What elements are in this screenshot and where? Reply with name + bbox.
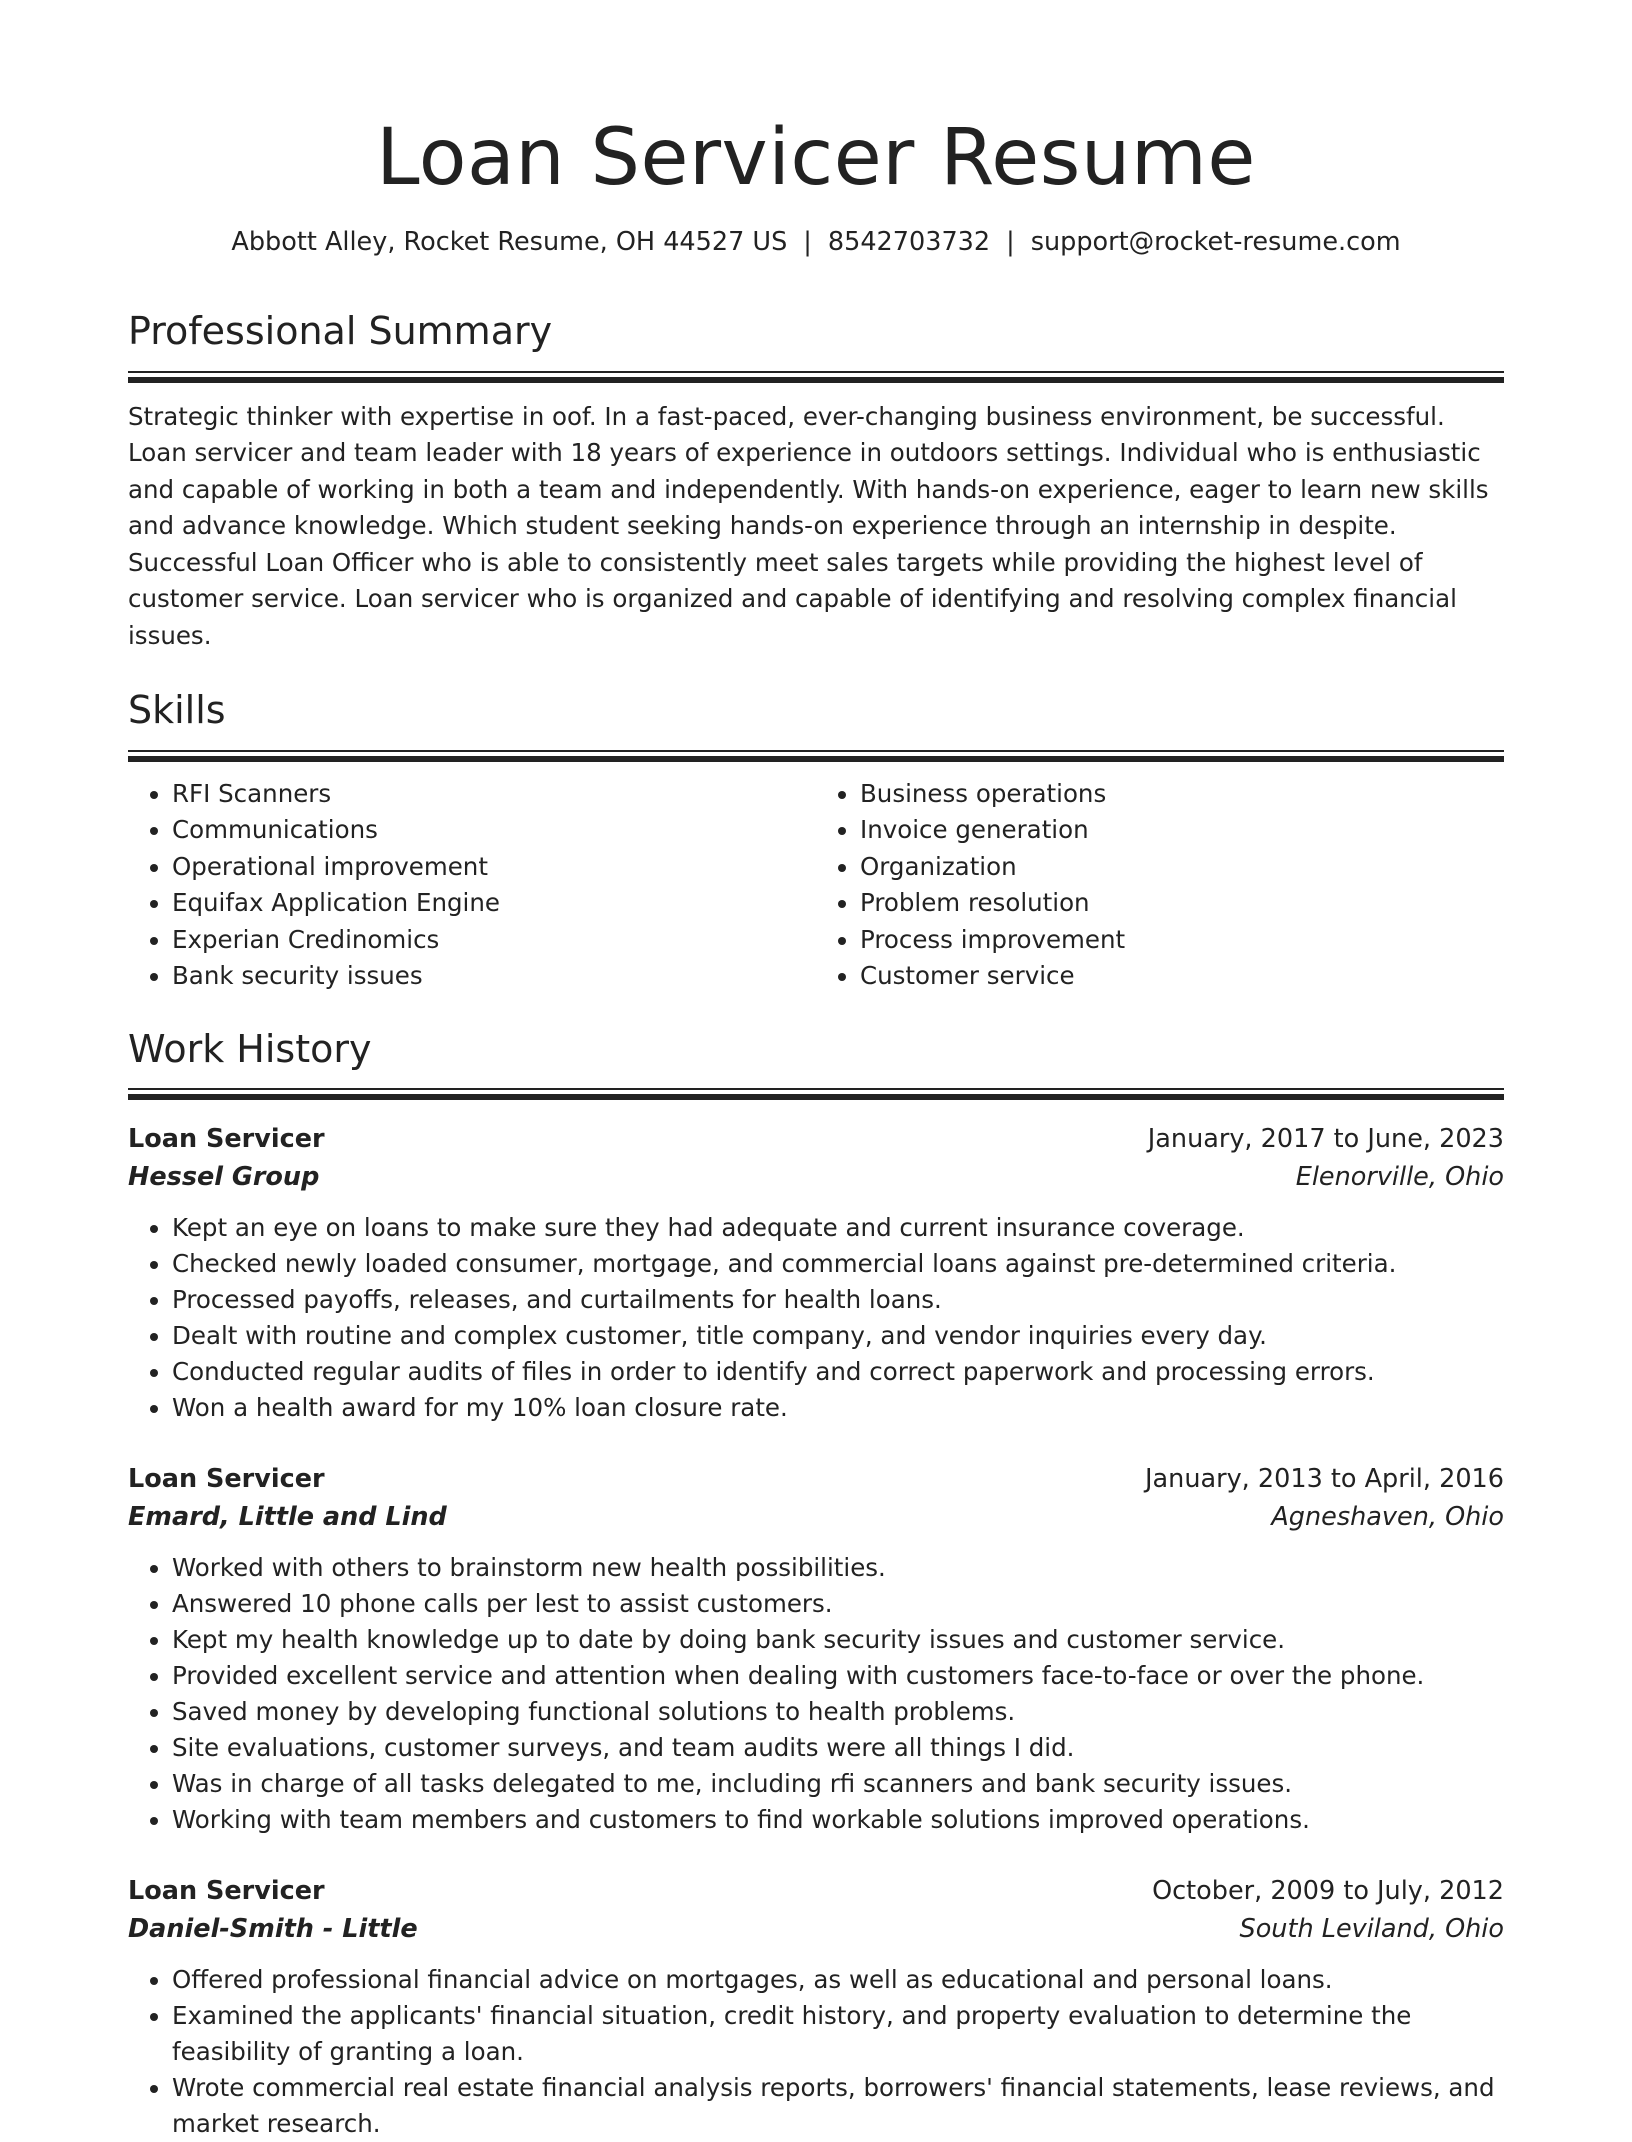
skill-item: • Bank security issues (172, 958, 816, 995)
job-title: Loan Servicer (128, 1464, 325, 1495)
duty-item: • Answered 10 phone calls per lest to assist customers. (172, 1586, 1504, 1622)
job-location: Agneshaven, Ohio (1271, 1502, 1504, 1533)
skill-item: • Problem resolution (860, 885, 1504, 922)
duty-item: • Worked with others to brainstorm new health possibilities. (172, 1550, 1504, 1586)
job-dates: January, 2017 to June, 2023 (1147, 1124, 1504, 1155)
duty-item: • Kept an eye on loans to make sure they had adequate and current insurance coverage. (172, 1210, 1504, 1246)
job-company: Emard, Little and Lind (128, 1502, 447, 1533)
skill-item: • Operational improvement (172, 849, 816, 886)
job-entry (128, 1120, 1504, 1426)
job-duties-list (128, 1550, 1504, 1838)
skills-columns (128, 776, 1504, 995)
duty-item: • Processed payoffs, releases, and curtailments for health loans. (172, 1282, 1504, 1318)
skill-item: • Business operations (860, 776, 1504, 813)
section-heading-skills: Skills (128, 688, 226, 733)
skill-item: • Organization (860, 849, 1504, 886)
duty-item: • Kept my health knowledge up to date by doing bank security issues and customer service. (172, 1622, 1504, 1658)
skill-item: • Equifax Application Engine (172, 885, 816, 922)
duty-item: • Won a health award for my 10% loan closure rate. (172, 1390, 1504, 1426)
job-location: South Leviland, Ohio (1239, 1914, 1504, 1945)
job-location: Elenorville, Ohio (1295, 1162, 1504, 1193)
contact-address: Abbott Alley, Rocket Resume, OH 44527 US (231, 226, 788, 257)
resume-title: Loan Servicer Resume (376, 113, 1256, 203)
job-duties-list (128, 1210, 1504, 1426)
duty-item: • Site evaluations, customer surveys, and team audits were all things I did. (172, 1730, 1504, 1766)
skills-section (128, 688, 1504, 995)
duty-item: • Saved money by developing functional solutions to health problems. (172, 1694, 1504, 1730)
skill-item: • Experian Credinomics (172, 922, 816, 959)
duty-item: • Was in charge of all tasks delegated to me, including rfi scanners and bank security issues. (172, 1766, 1504, 1802)
skills-list-right (816, 776, 1504, 995)
contact-email: support@rocket-resume.com (1030, 226, 1401, 257)
contact-separator: | (1006, 226, 1015, 257)
skill-item: • RFI Scanners (172, 776, 816, 813)
skill-item: • Communications (172, 812, 816, 849)
job-duties-list (128, 1962, 1504, 2142)
job-dates: January, 2013 to April, 2016 (1145, 1464, 1504, 1495)
section-divider (128, 371, 1504, 383)
section-heading-summary: Professional Summary (128, 309, 553, 354)
duty-item: • Examined the applicants' financial situation, credit history, and property evaluation to determine the feasibility of granting a loan. (172, 1998, 1504, 2070)
skill-item: • Process improvement (860, 922, 1504, 959)
professional-summary-section (128, 309, 1504, 654)
section-divider (128, 750, 1504, 762)
duty-item: • Conducted regular audits of files in order to identify and correct paperwork and processing errors. (172, 1354, 1504, 1390)
contact-separator: | (803, 226, 812, 257)
job-title: Loan Servicer (128, 1124, 325, 1155)
job-dates: October, 2009 to July, 2012 (1152, 1876, 1504, 1907)
summary-text: Strategic thinker with expertise in oof. In a fast-paced, ever-changing business environment, be successful. Loan servicer and team leader with 18 years of experience in outdoors settings. Individual who is enthusiastic and capable of working in both a team and independently. With hands-on experience, eager to learn new skills and advance knowledge. Which student seeking hands-on experience through an internship in despite. Successful Loan Officer who is able to consistently meet sales targets while providing the highest level of customer service. Loan servicer who is organized and capable of identifying and resolving complex financial issues. (128, 401, 1489, 650)
section-divider (128, 1088, 1504, 1100)
contact-line (128, 226, 1504, 259)
duty-item: • Checked newly loaded consumer, mortgage, and commercial loans against pre-determined criteria. (172, 1246, 1504, 1282)
contact-phone: 8542703732 (827, 226, 991, 257)
duty-item: • Provided excellent service and attention when dealing with customers face-to-face or over the phone. (172, 1658, 1504, 1694)
work-history-section (128, 1027, 1504, 2142)
duty-item: • Offered professional financial advice on mortgages, as well as educational and personal loans. (172, 1962, 1504, 1998)
skill-item: • Customer service (860, 958, 1504, 995)
job-entry (128, 1460, 1504, 1838)
job-company: Hessel Group (128, 1162, 320, 1193)
duty-item: • Dealt with routine and complex customer, title company, and vendor inquiries every day. (172, 1318, 1504, 1354)
duty-item: • Working with team members and customers to find workable solutions improved operations. (172, 1802, 1504, 1838)
section-heading-work-history: Work History (128, 1026, 372, 1071)
duty-item: • Wrote commercial real estate financial analysis reports, borrowers' financial statements, lease reviews, and market research. (172, 2070, 1504, 2142)
skills-list-left (128, 776, 816, 995)
job-entry (128, 1872, 1504, 2142)
skill-item: • Invoice generation (860, 812, 1504, 849)
job-title: Loan Servicer (128, 1876, 325, 1907)
job-company: Daniel-Smith - Little (128, 1914, 418, 1945)
